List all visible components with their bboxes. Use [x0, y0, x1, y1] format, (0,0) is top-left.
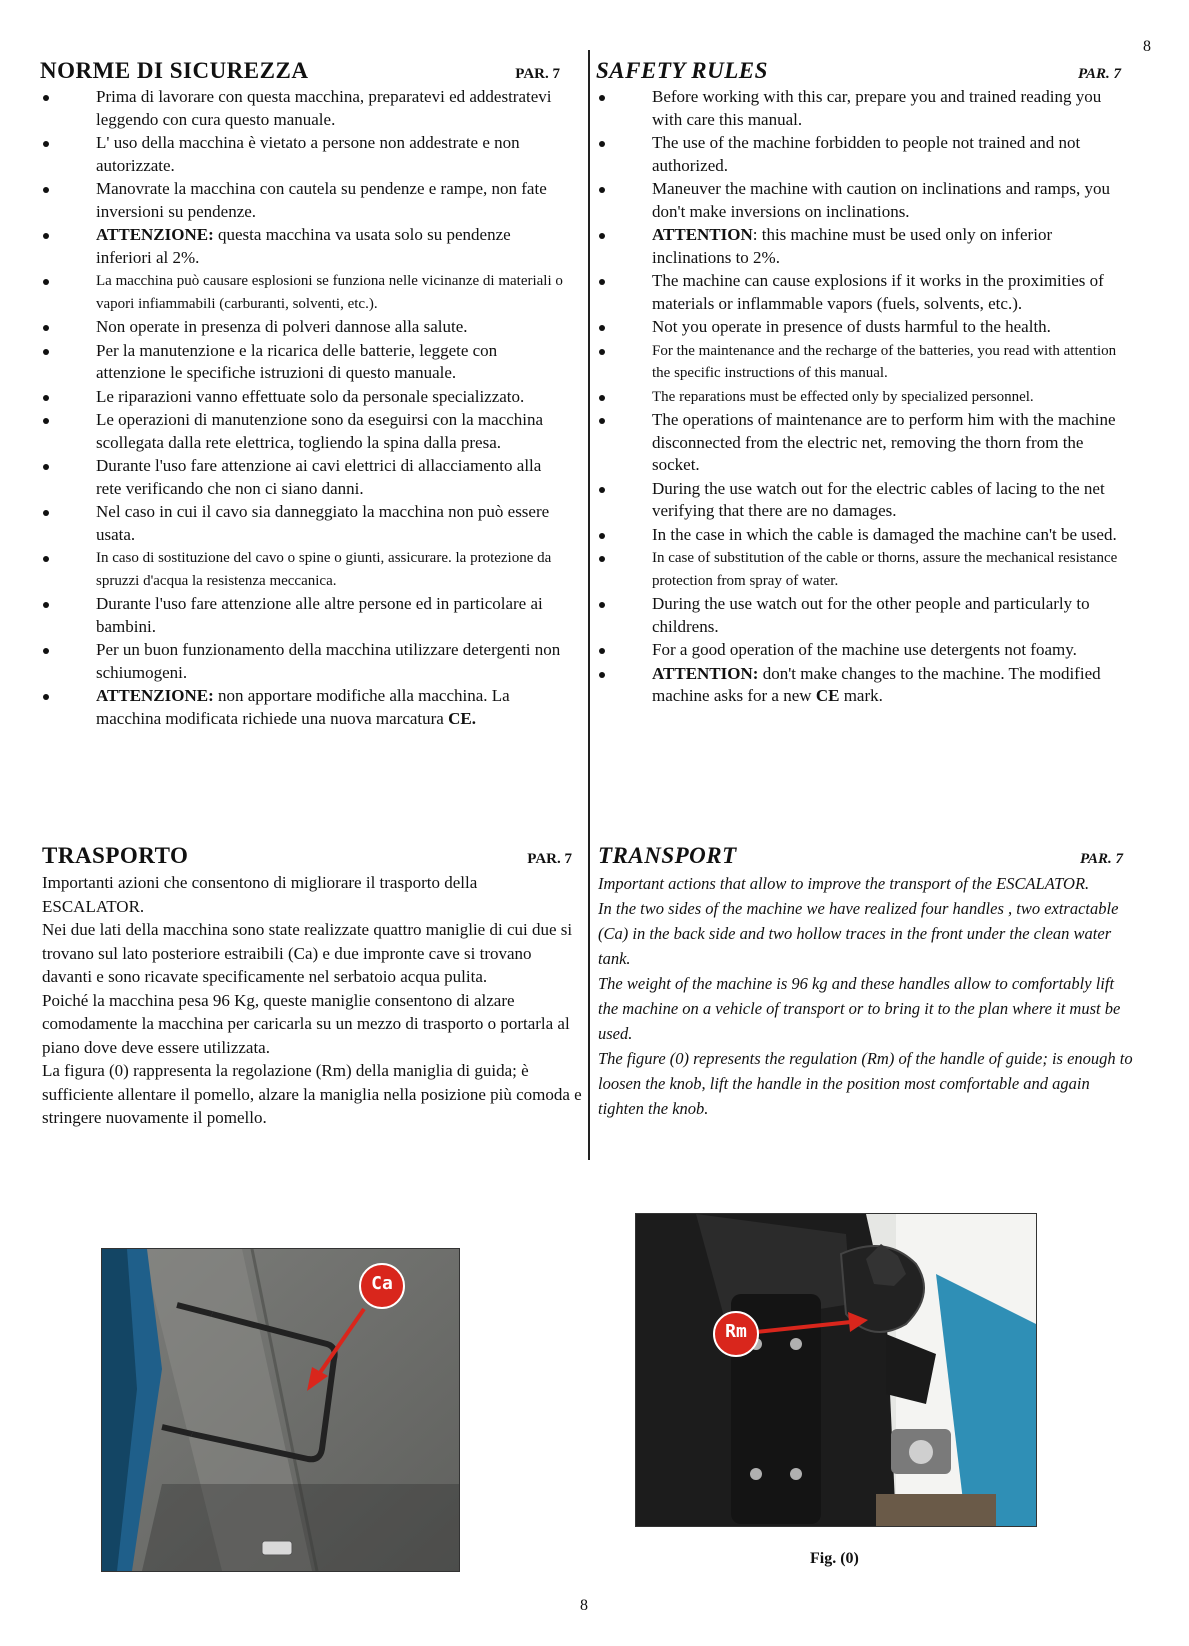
list-item: In case of substitution of the cable or thorns, assure the mechanical resistance protection from spray of water. — [596, 547, 1131, 592]
en-transport-paragraph: The weight of the machine is 96 kg and these handles allow to comfortably lift the machine on a vehicle of transport or to bring it to the plan where it must be used. — [598, 974, 1121, 1043]
list-item — [40, 224, 570, 269]
it-transport-paragraph: La figura (0) rappresenta la regolazione (Rm) della maniglia di guida; è sufficiente allentare il pomello, alzare la maniglia nella posizione più comoda e stringere nuovamente il pomello. — [42, 1061, 582, 1127]
list-item: In caso di sostituzione del cavo o spine o giunti, assicurare. la protezione da spruzzi d'acqua la resistenza meccanica. — [40, 547, 570, 592]
it-transport-title: TRASPORTO — [42, 843, 189, 868]
list-item: Maneuver the machine with caution on inclinations and ramps, you don't make inversions on inclinations. — [596, 178, 1131, 223]
attention-text-end: mark. — [839, 686, 883, 705]
attention-label: ATTENZIONE: — [96, 225, 214, 244]
list-item: Prima di lavorare con questa macchina, preparatevi ed addestratevi leggendo con cura questo manuale. — [40, 86, 570, 131]
figure-caption: Fig. (0) — [810, 1550, 859, 1567]
en-transport-par: PAR. 7 — [1079, 851, 1123, 867]
list-item — [596, 663, 1131, 708]
list-item: La macchina può causare esplosioni se funziona nelle vicinanze di materiali o vapori infiammabili (carburanti, solventi, etc.). — [40, 270, 570, 315]
attention-label: ATTENTION: — [652, 663, 759, 683]
en-transport-section — [598, 843, 1133, 1121]
list-item — [40, 685, 570, 730]
list-item: Before working with this car, prepare you and trained reading you with care this manual. — [596, 86, 1131, 131]
list-item: Durante l'uso fare attenzione alle altre persone ed in particolare ai bambini. — [40, 593, 570, 638]
en-safety-list — [596, 86, 1131, 708]
it-transport-section — [42, 843, 582, 1130]
it-transport-paragraph: Poiché la macchina pesa 96 Kg, queste maniglie consentono di alzare comodamente la macchina per caricarla su un mezzo di trasporto o portarla al piano dove deve essere utilizzata. — [42, 990, 570, 1057]
it-transport-par: PAR. 7 — [527, 851, 572, 867]
list-item: The machine can cause explosions if it works in the proximities of materials or inflammable vapors (fuels, solvents, etc.). — [596, 270, 1131, 315]
it-safety-par: PAR. 7 — [515, 66, 560, 82]
list-item: Le operazioni di manutenzione sono da eseguirsi con la macchina scollegata dalla rete elettrica, togliendo la spina dalla presa. — [40, 409, 570, 454]
it-transport-paragraph: Nei due lati della macchina sono state realizzate quattro maniglie di cui due si trovano sul lato posteriore estraibili (Ca) e due impronte cave si trovano davanti e sono ricavate specificamente nel serbatoio acqua pulita. — [42, 920, 573, 986]
list-item: Durante l'uso fare attenzione ai cavi elettrici di allacciamento alla rete verificando che non ci siano danni. — [40, 455, 570, 500]
en-transport-heading — [598, 843, 1133, 869]
list-item: Per un buon funzionamento della macchina utilizzare detergenti non schiumogeni. — [40, 639, 570, 684]
en-transport-paragraph: The figure (0) represents the regulation (Rm) of the handle of guide; is enough to loosen the knob, lift the handle in the position most comfortable and again tighten the knob. — [598, 1049, 1133, 1118]
list-item: The operations of maintenance are to perform him with the machine disconnected from the electric net, removing the thorn from the socket. — [596, 409, 1131, 477]
en-transport-title: TRANSPORT — [598, 843, 737, 868]
list-item: For a good operation of the machine use detergents not foamy. — [596, 639, 1131, 662]
en-transport-paragraph: In the two sides of the machine we have realized four handles , two extractable (Ca) in the back side and two hollow traces in the front under the clean water tank. — [598, 899, 1119, 968]
list-item: Not you operate in presence of dusts harmful to the health. — [596, 316, 1131, 339]
list-item: In the case in which the cable is damaged the machine can't be used. — [596, 524, 1131, 547]
list-item: Per la manutenzione e la ricarica delle batterie, leggete con attenzione le specifiche istruzioni di questo manuale. — [40, 340, 570, 385]
column-divider — [588, 50, 590, 1160]
page-number: 8 — [580, 1597, 588, 1614]
ca-label: Ca — [371, 1273, 393, 1294]
en-safety-title: SAFETY RULES — [596, 58, 768, 83]
knob-photo — [635, 1213, 1037, 1527]
attention-text: : this machine must be used only on inferior inclinations to 2%. — [652, 225, 1053, 267]
handle-photo — [101, 1248, 460, 1572]
ce-mark: CE — [448, 708, 472, 728]
it-safety-list — [40, 86, 570, 730]
list-item: L' uso della macchina è vietato a persone non addestrate e non autorizzate. — [40, 132, 570, 177]
list-item: During the use watch out for the electric cables of lacing to the net verifying that there are no damages. — [596, 478, 1131, 523]
it-safety-section — [40, 58, 570, 731]
ce-mark: CE — [815, 686, 840, 705]
it-safety-heading — [40, 58, 570, 84]
list-item: Nel caso in cui il cavo sia danneggiato la macchina non può essere usata. — [40, 501, 570, 546]
corner-page-number: 8 — [1143, 38, 1151, 55]
rm-label: Rm — [725, 1321, 747, 1342]
it-transport-paragraph: Importanti azioni che consentono di migliorare il trasporto della ESCALATOR. — [42, 873, 478, 916]
en-safety-section — [596, 58, 1131, 709]
attention-text: non apportare modifiche alla macchina. La macchina modificata richiede una nuova marcatura — [96, 686, 510, 728]
list-item: During the use watch out for the other people and particularly to childrens. — [596, 593, 1131, 638]
period: . — [471, 708, 476, 728]
en-transport-paragraph: Important actions that allow to improve the transport of the ESCALATOR. — [598, 874, 1090, 893]
it-safety-title: NORME DI SICUREZZA — [40, 58, 309, 83]
it-transport-heading — [42, 843, 582, 869]
list-item: Non operate in presenza di polveri dannose alla salute. — [40, 316, 570, 339]
en-safety-heading — [596, 58, 1131, 84]
attention-label: ATTENZIONE: — [96, 686, 214, 705]
list-item: The use of the machine forbidden to people not trained and not authorized. — [596, 132, 1131, 177]
attention-text: don't make changes to the machine. The modified machine asks for a new — [652, 663, 1101, 705]
en-safety-par: PAR. 7 — [1077, 66, 1121, 82]
attention-text: questa macchina va usata solo su pendenze inferiori al 2%. — [96, 225, 511, 267]
list-item — [596, 224, 1131, 269]
list-item: Le riparazioni vanno effettuate solo da personale specializzato. — [40, 386, 570, 409]
rm-callout — [636, 1214, 1036, 1526]
list-item: The reparations must be effected only by specialized personnel. — [596, 386, 1131, 409]
ca-callout — [102, 1249, 459, 1571]
attention-label: ATTENTION — [652, 225, 753, 244]
list-item: For the maintenance and the recharge of the batteries, you read with attention the specific instructions of this manual. — [596, 340, 1131, 385]
list-item: Manovrate la macchina con cautela su pendenze e rampe, non fate inversioni su pendenze. — [40, 178, 570, 223]
